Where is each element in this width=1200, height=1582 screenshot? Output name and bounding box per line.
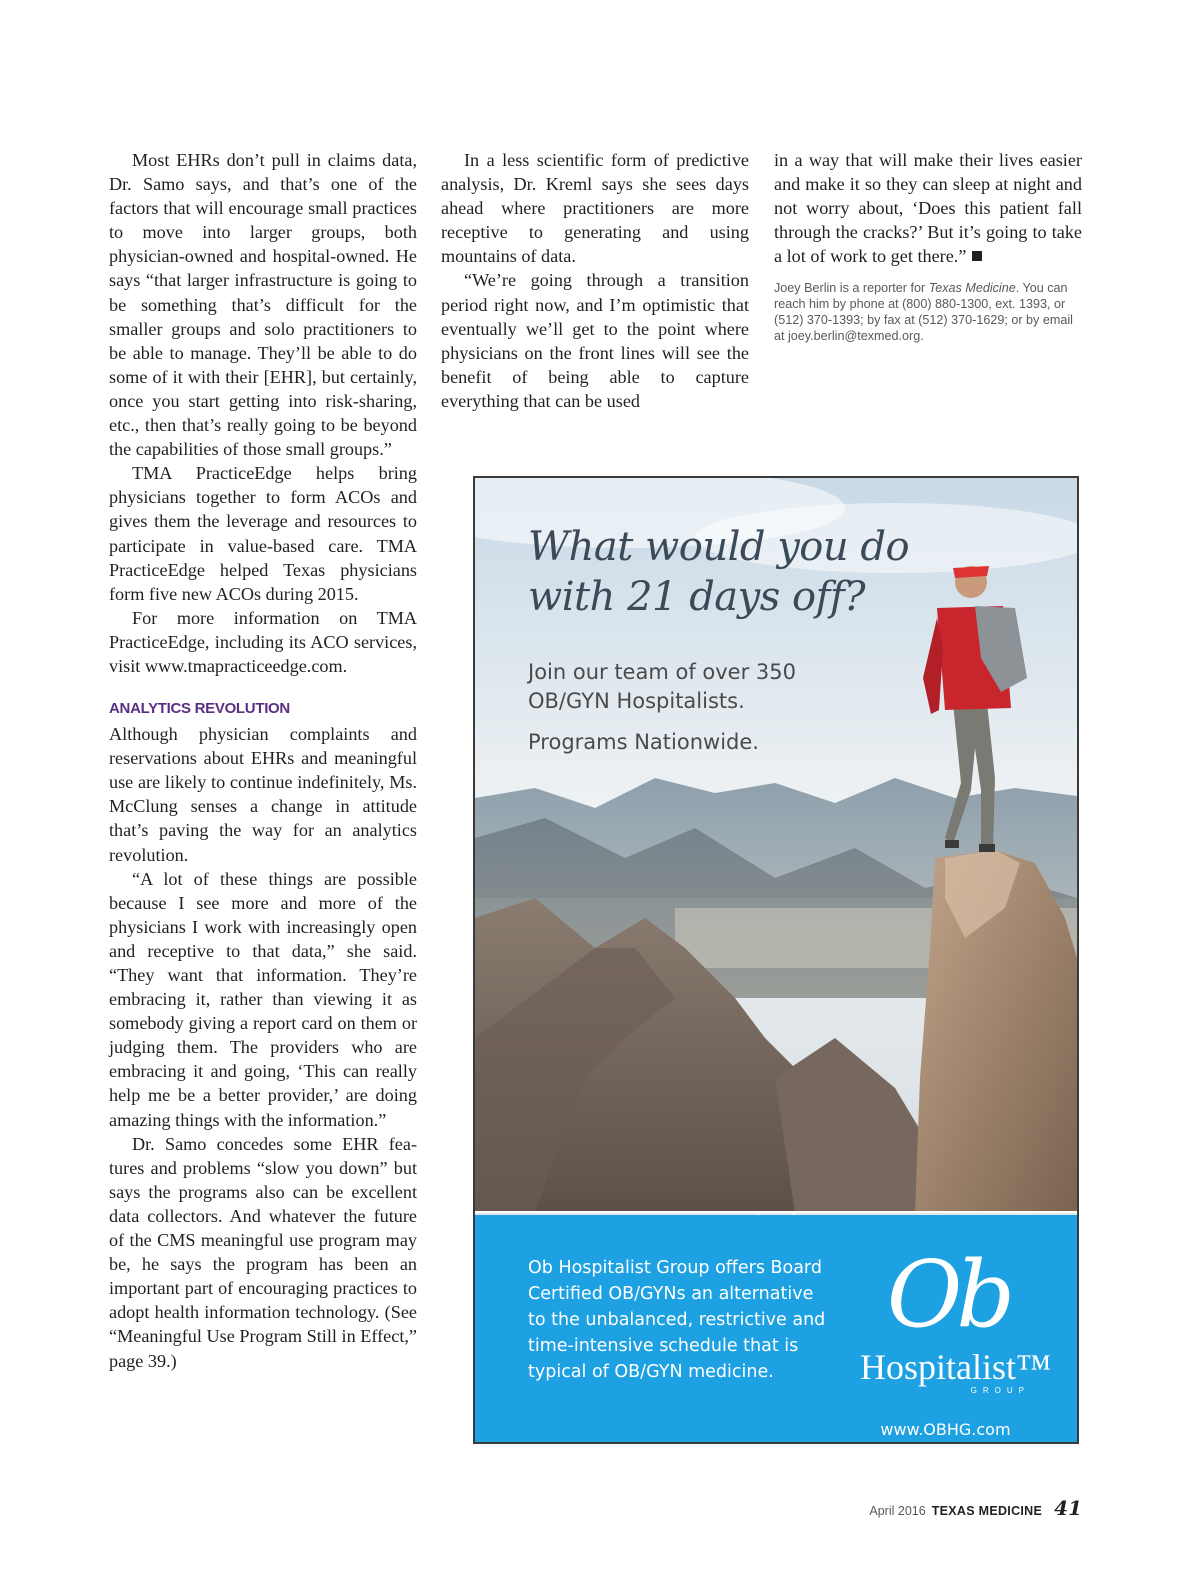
advertisement <box>473 476 1079 1444</box>
paragraph <box>774 148 1082 268</box>
page-number: 41 <box>1054 1496 1082 1520</box>
paragraph: In a less scientific form of predictive analysis, Dr. Kreml says she sees days ahead where practitioners are more receptive to generating and using mountains of data. <box>441 150 749 267</box>
logo-mark: Ob <box>886 1241 1010 1348</box>
paragraph: Most EHRs don’t pull in claims data, Dr. Samo says, and that’s one of the factors that will encourage small practices to move into larger groups, both physician-owned and hospital-owned. He says “that larger infrastructure is going to be something that’s difficult for the smaller groups and solo practitioners to be able to manage. They’ll be able to do some of it with their [EHR], but certainly, once you start getting into risk-sharing, etc., then that’s really going to be beyond the capabilities of those small groups.” <box>109 150 417 460</box>
ad-headline-line: What would you do <box>528 524 910 570</box>
publication-name: TEXAS MEDICINE <box>931 1504 1043 1518</box>
issue-date: April 2016 <box>869 1504 926 1518</box>
ob-hospitalist-logo <box>860 1240 1052 1420</box>
ad-headline-line: with 21 days off? <box>528 574 866 620</box>
paragraph: “A lot of these things are possible because I see more and more of the physicians I work with increasingly open and receptive to that data,” she said. “They want that information. They’re embracing it, rather than viewing it as somebody giving a report card on them or judging them. The providers who are embracing it and going, ‘This can really help me be a better provider,’ are doing amazing things with the information.” <box>109 868 417 1130</box>
author-bio <box>774 280 1082 344</box>
ad-body-text: Ob Hospitalist Group offers Board Certified OB/GYNs an alternative to the unbalanced, restrictive and time-intensive schedule that is typical of OB/GYN medicine. <box>528 1258 826 1382</box>
section-heading: ANALYTICS REVOLUTION <box>109 700 290 718</box>
paragraph: Although physician complaints and reservations about EHRs and meaningful use are likely to continue indefinitely, Ms. McClung senses a change in attitude that’s paving the way for an analytics revolution. <box>109 724 417 865</box>
ad-headline <box>528 522 948 622</box>
article-column-3 <box>774 148 1082 344</box>
logo-group: GROUP <box>970 1386 1030 1395</box>
paragraph-text: in a way that will make their lives easier and make it so they can sleep at night and not worry about, ‘Does this patient fall through the cracks?’ But it’s going to take a lot of work to get there.” <box>774 150 1082 267</box>
bio-publication: Texas Medicine <box>928 281 1016 296</box>
logo-wordmark: Hospitalist™ <box>860 1347 1052 1387</box>
ad-website-link[interactable]: www.OBHG.com <box>880 1420 1011 1439</box>
paragraph: Dr. Samo concedes some EHR features and problems “slow you down” but says the programs also can be excellent data collectors. And whatever the future of the CMS meaningful use program may be, he says the program has been an important part of encouraging practices to adopt health information technology. (See “Meaningful Use Program Still in Effect,” page 39.) <box>109 1133 417 1371</box>
article-column-2 <box>441 148 749 413</box>
end-mark-icon <box>972 251 982 261</box>
article-column-1 <box>109 148 417 1373</box>
bio-text: Joey Berlin is a reporter for <box>774 281 929 296</box>
paragraph: For more information on TMA PracticeEdge, including its ACO services, visit www.tmapracticeedge.com. <box>109 607 417 676</box>
ad-subheadline: Join our team of over 350 OB/GYN Hospitalists. <box>528 660 796 713</box>
page-footer <box>869 1496 1082 1520</box>
ad-subheadline: Programs Nationwide. <box>528 730 759 754</box>
ad-info-panel <box>475 1215 1077 1444</box>
paragraph: “We’re going through a transition period right now, and I’m optimistic that eventually we’ll get to the point where physicians on the front lines will see the benefit of being able to capture everything that can be used <box>441 270 749 411</box>
bio-text: . You can reach him by phone at (800) 880-1300, ext. 1393, or (512) 370-1393; by fax at (512) 370-1629; or by email at joey.berlin@texmed.org. <box>774 281 1073 344</box>
paragraph: TMA PracticeEdge helps bring physicians together to form ACOs and gives them the leverage and resources to participate in value-based care. TMA PracticeEdge helped Texas physicians form five new ACOs during 2015. <box>109 463 417 604</box>
